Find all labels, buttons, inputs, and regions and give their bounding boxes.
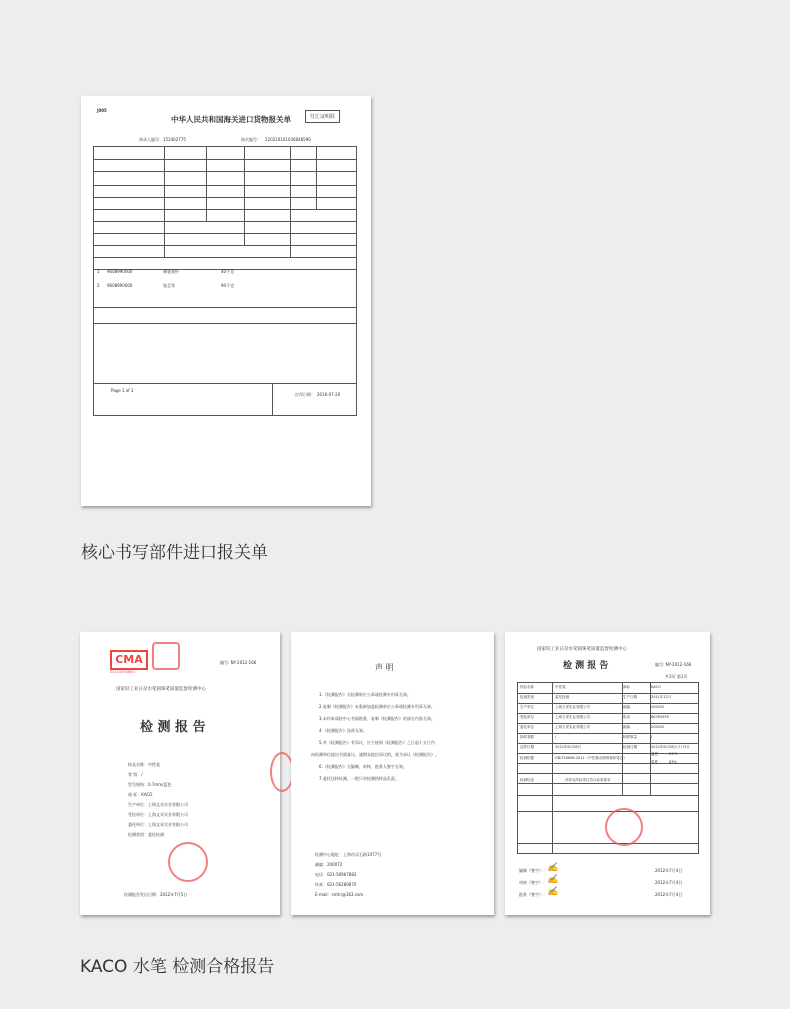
customs-stamp: 付汇证明联 <box>305 110 340 123</box>
print-date: 2016-07-20 <box>317 392 341 397</box>
customs-form-grid <box>93 146 357 416</box>
cma-number: 2011003463U <box>110 670 135 674</box>
customs-caption: 核心书写部件进口报关单 <box>81 543 268 563</box>
signature-approve: ✍ <box>547 887 559 897</box>
test-report-caption: KACO 水笔 检测合格报告 <box>80 957 275 977</box>
signature-review: ✍ <box>547 875 559 885</box>
report-table-page: 国家轻工业日杂水笔圆珠笔质量监督检测中心 检 测 报 告 编号: NY-2012-166 共3页 第1页 样品名称 中性笔 商标 KACO 检测类别 委托检测 生产日期 2011年12月 生产单位 上海文采实业有限公司 邮编 200032 受检单位 上海文采实业有限公司 电话 66765555 委托单位 上海文采实业有限公司 邮编 200032 抽样基数 / 抽样数量 / 送样日期 2012年6月28日 检测日期 2012年6月28日-7月3日 检测依据 GB/T26698-2011《中性墨水圆珠笔和笔芯》 温度 21℃ 检测结论 该样品所检项目符合标准要求 湿度 63% 编制（签字）： ✍ 2012年7月4日 审核（签字）： ✍ 2012年7月4日 批准（签字）： ✍ 2012年7月4日 <box>505 632 710 915</box>
customs-declaration-document: J005 中华人民共和国海关进口货物报关单 付汇证明联 预录入编号： 152402775 海关编号： 220220161036848590 1 9608990000 制笔笔杆 40千克 2 9608990000 笔芯等 90千克 Page 1 of 3 打印日期： 2016-07-20 <box>81 96 371 506</box>
pre-entry-label: 预录入编号： <box>139 137 163 142</box>
table-pages: 共3页 第1页 <box>665 674 688 679</box>
statement-title: 声 明 <box>375 663 394 672</box>
report-title: 检 测 报 告 <box>140 720 206 735</box>
qc-stamp <box>152 642 180 670</box>
customs-form-code: J005 <box>97 108 107 113</box>
center-name: 国家轻工业日杂水笔圆珠笔质量监督检测中心 <box>116 687 206 692</box>
table-report-title: 检 测 报 告 <box>563 661 609 671</box>
print-date-label: 打印日期： <box>295 392 315 397</box>
report-number: 编号: NY-2012-166 <box>220 660 257 665</box>
pre-entry-number: 152402775 <box>163 137 186 142</box>
issue-date: 检测报告发出日期：2012年7月5日 <box>124 892 188 897</box>
page-footer: Page 1 of 3 <box>111 388 134 393</box>
statement-page: 声 明 1.《检测报告》无检测单位公章或检测专用章无效。 2.复制《检测报告》未重新加盖检测单位公章或检测专用章无效。 3.未经本质检中心书面批准，复制《检测报告》的部分内容无效。 4.《检测报告》涂改无效。 5.对《检测报告》有异议，应于接到《检测报告》之日起十五日内 向检测单位提出书面复议。逾期未提出异议的，视为承认《检测报告》。 6.《检测报告》无编制、审核、批准人签字无效。 7.委托送样检测，一般只对检测的样品负责。 检测中心地址：上海市灵石路1477号 邮编：200072 电话：021-56967882 传真：021-56280870 E-mail：smtri@163.com <box>291 632 494 915</box>
result-seal <box>605 808 643 846</box>
cma-logo: CMA <box>110 650 148 670</box>
customs-number-label: 海关编号： <box>241 137 261 142</box>
signature-compile: ✍ <box>547 863 559 873</box>
table-report-number: 编号: NY-2012-166 <box>655 662 692 667</box>
official-seal <box>168 842 208 882</box>
table-center-name: 国家轻工业日杂水笔圆珠笔质量监督检测中心 <box>537 647 627 652</box>
customs-number: 220220161036848590 <box>265 137 311 142</box>
customs-title: 中华人民共和国海关进口货物报关单 <box>171 115 291 124</box>
report-cover-page: CMA 2011003463U 编号: NY-2012-166 国家轻工业日杂水笔圆珠笔质量监督检测中心 检 测 报 告 样品名称：中性笔 等 级：/ 型号规格：0.7mm/蓝色 商 标：KACO 生产单位：上海文采实业有限公司 受检单位：上海文采实业有限公司 委托单位：上海文采实业有限公司 检测类别：委托检测 检测报告发出日期：2012年7月5日 <box>80 632 280 915</box>
